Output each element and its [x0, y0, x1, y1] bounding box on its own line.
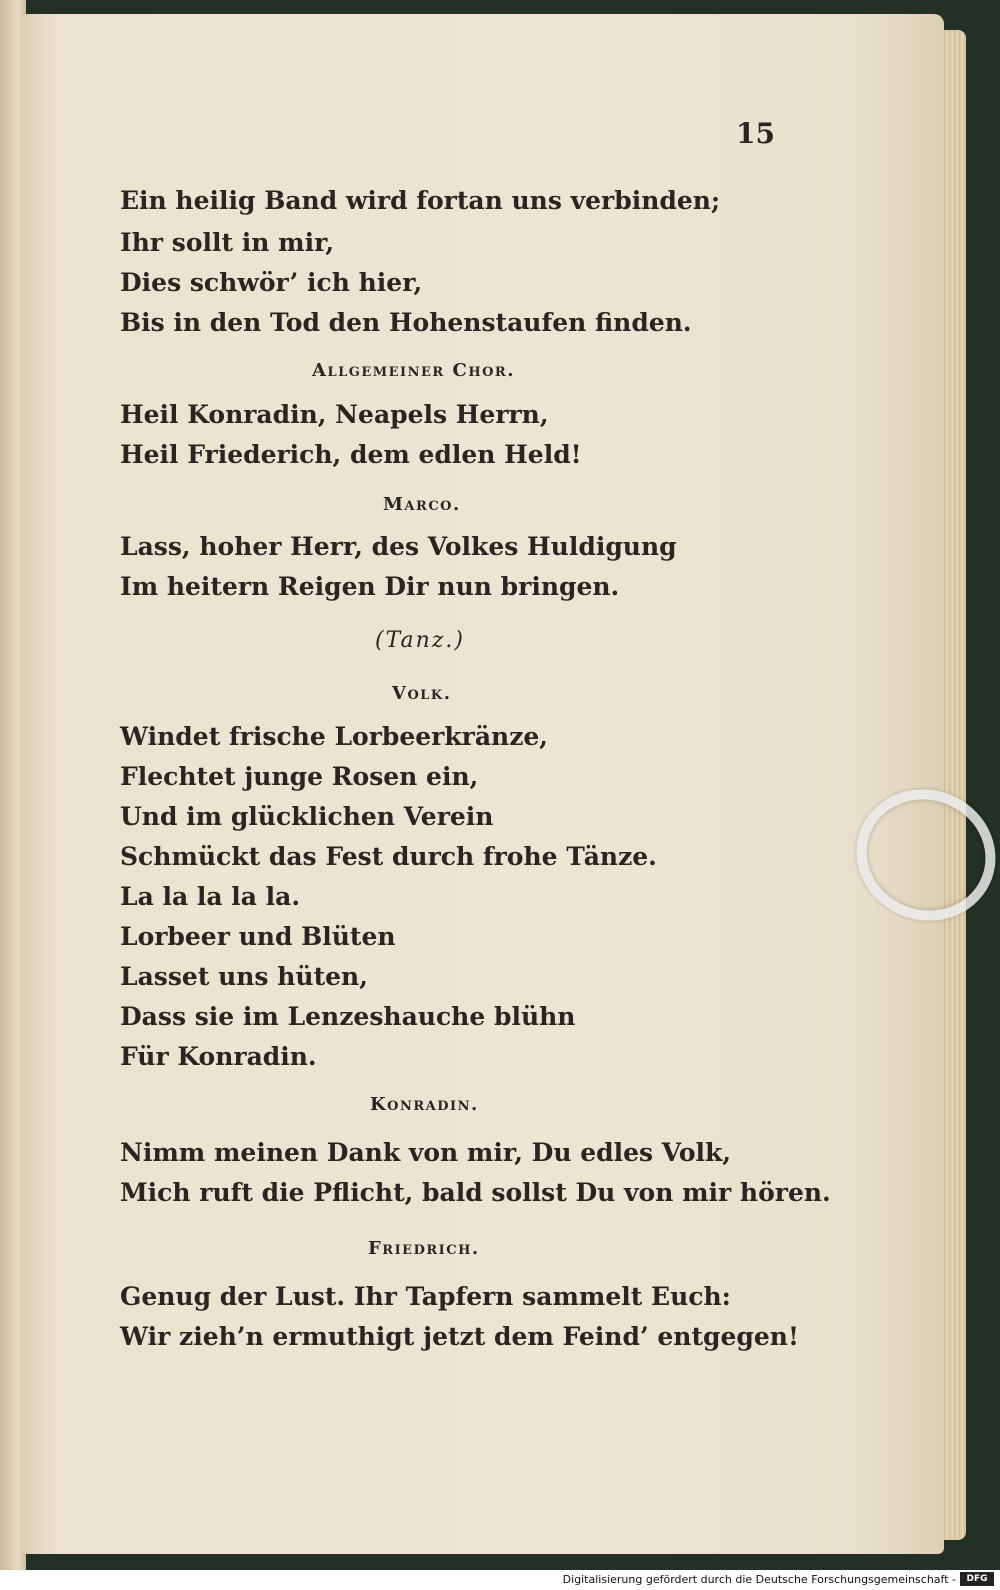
verse-line: Für Konradin.	[120, 1042, 317, 1071]
verse-line: Heil Konradin, Neapels Herrn,	[120, 400, 549, 429]
verse-line: Schmückt das Fest durch frohe Tänze.	[120, 842, 657, 871]
verse-line: Lasset uns hüten,	[120, 962, 368, 991]
verse-line: Lorbeer und Blüten	[120, 922, 396, 951]
verse-line: Ein heilig Band wird fortan uns verbinden;	[120, 186, 721, 215]
verse-line: Genug der Lust. Ihr Tapfern sammelt Euch:	[120, 1282, 731, 1311]
speaker-friedrich: Friedrich.	[368, 1238, 480, 1259]
speaker-konradin: Konradin.	[370, 1094, 479, 1115]
dfg-logo: DFG	[960, 1572, 994, 1586]
speaker-marco: Marco.	[383, 494, 461, 515]
verse-line: Ihr sollt in mir,	[120, 228, 335, 257]
verse-line: Bis in den Tod den Hohenstaufen finden.	[120, 308, 692, 337]
verse-line: Windet frische Lorbeerkränze,	[120, 722, 549, 751]
verse-line: La la la la la.	[120, 882, 301, 911]
page-number: 15	[736, 117, 775, 150]
speaker-volk: Volk.	[392, 683, 452, 704]
footer-credit: Digitalisierung gefördert durch die Deutsche Forschungsgemeinschaft -	[562, 1573, 956, 1586]
verse-line: Mich ruft die Pflicht, bald sollst Du von mir hören.	[120, 1178, 831, 1207]
verse-line: Wir zieh’n ermuthigt jetzt dem Feind’ entgegen!	[120, 1322, 799, 1351]
verse-line: Dass sie im Lenzeshauche blühn	[120, 1002, 576, 1031]
verse-line: Lass, hoher Herr, des Volkes Huldigung	[120, 532, 677, 561]
verse-line: Flechtet junge Rosen ein,	[120, 762, 479, 791]
verse-line: Nimm meinen Dank von mir, Du edles Volk,	[120, 1138, 732, 1167]
speaker-allgemeiner-chor: Allgemeiner Chor.	[312, 360, 516, 381]
verse-line: Dies schwör’ ich hier,	[120, 268, 423, 297]
verse-line: Heil Friederich, dem edlen Held!	[120, 440, 582, 469]
verse-line: Im heitern Reigen Dir nun bringen.	[120, 572, 620, 601]
stage-direction: (Tanz.)	[375, 628, 466, 653]
verse-line: Und im glücklichen Verein	[120, 802, 494, 831]
